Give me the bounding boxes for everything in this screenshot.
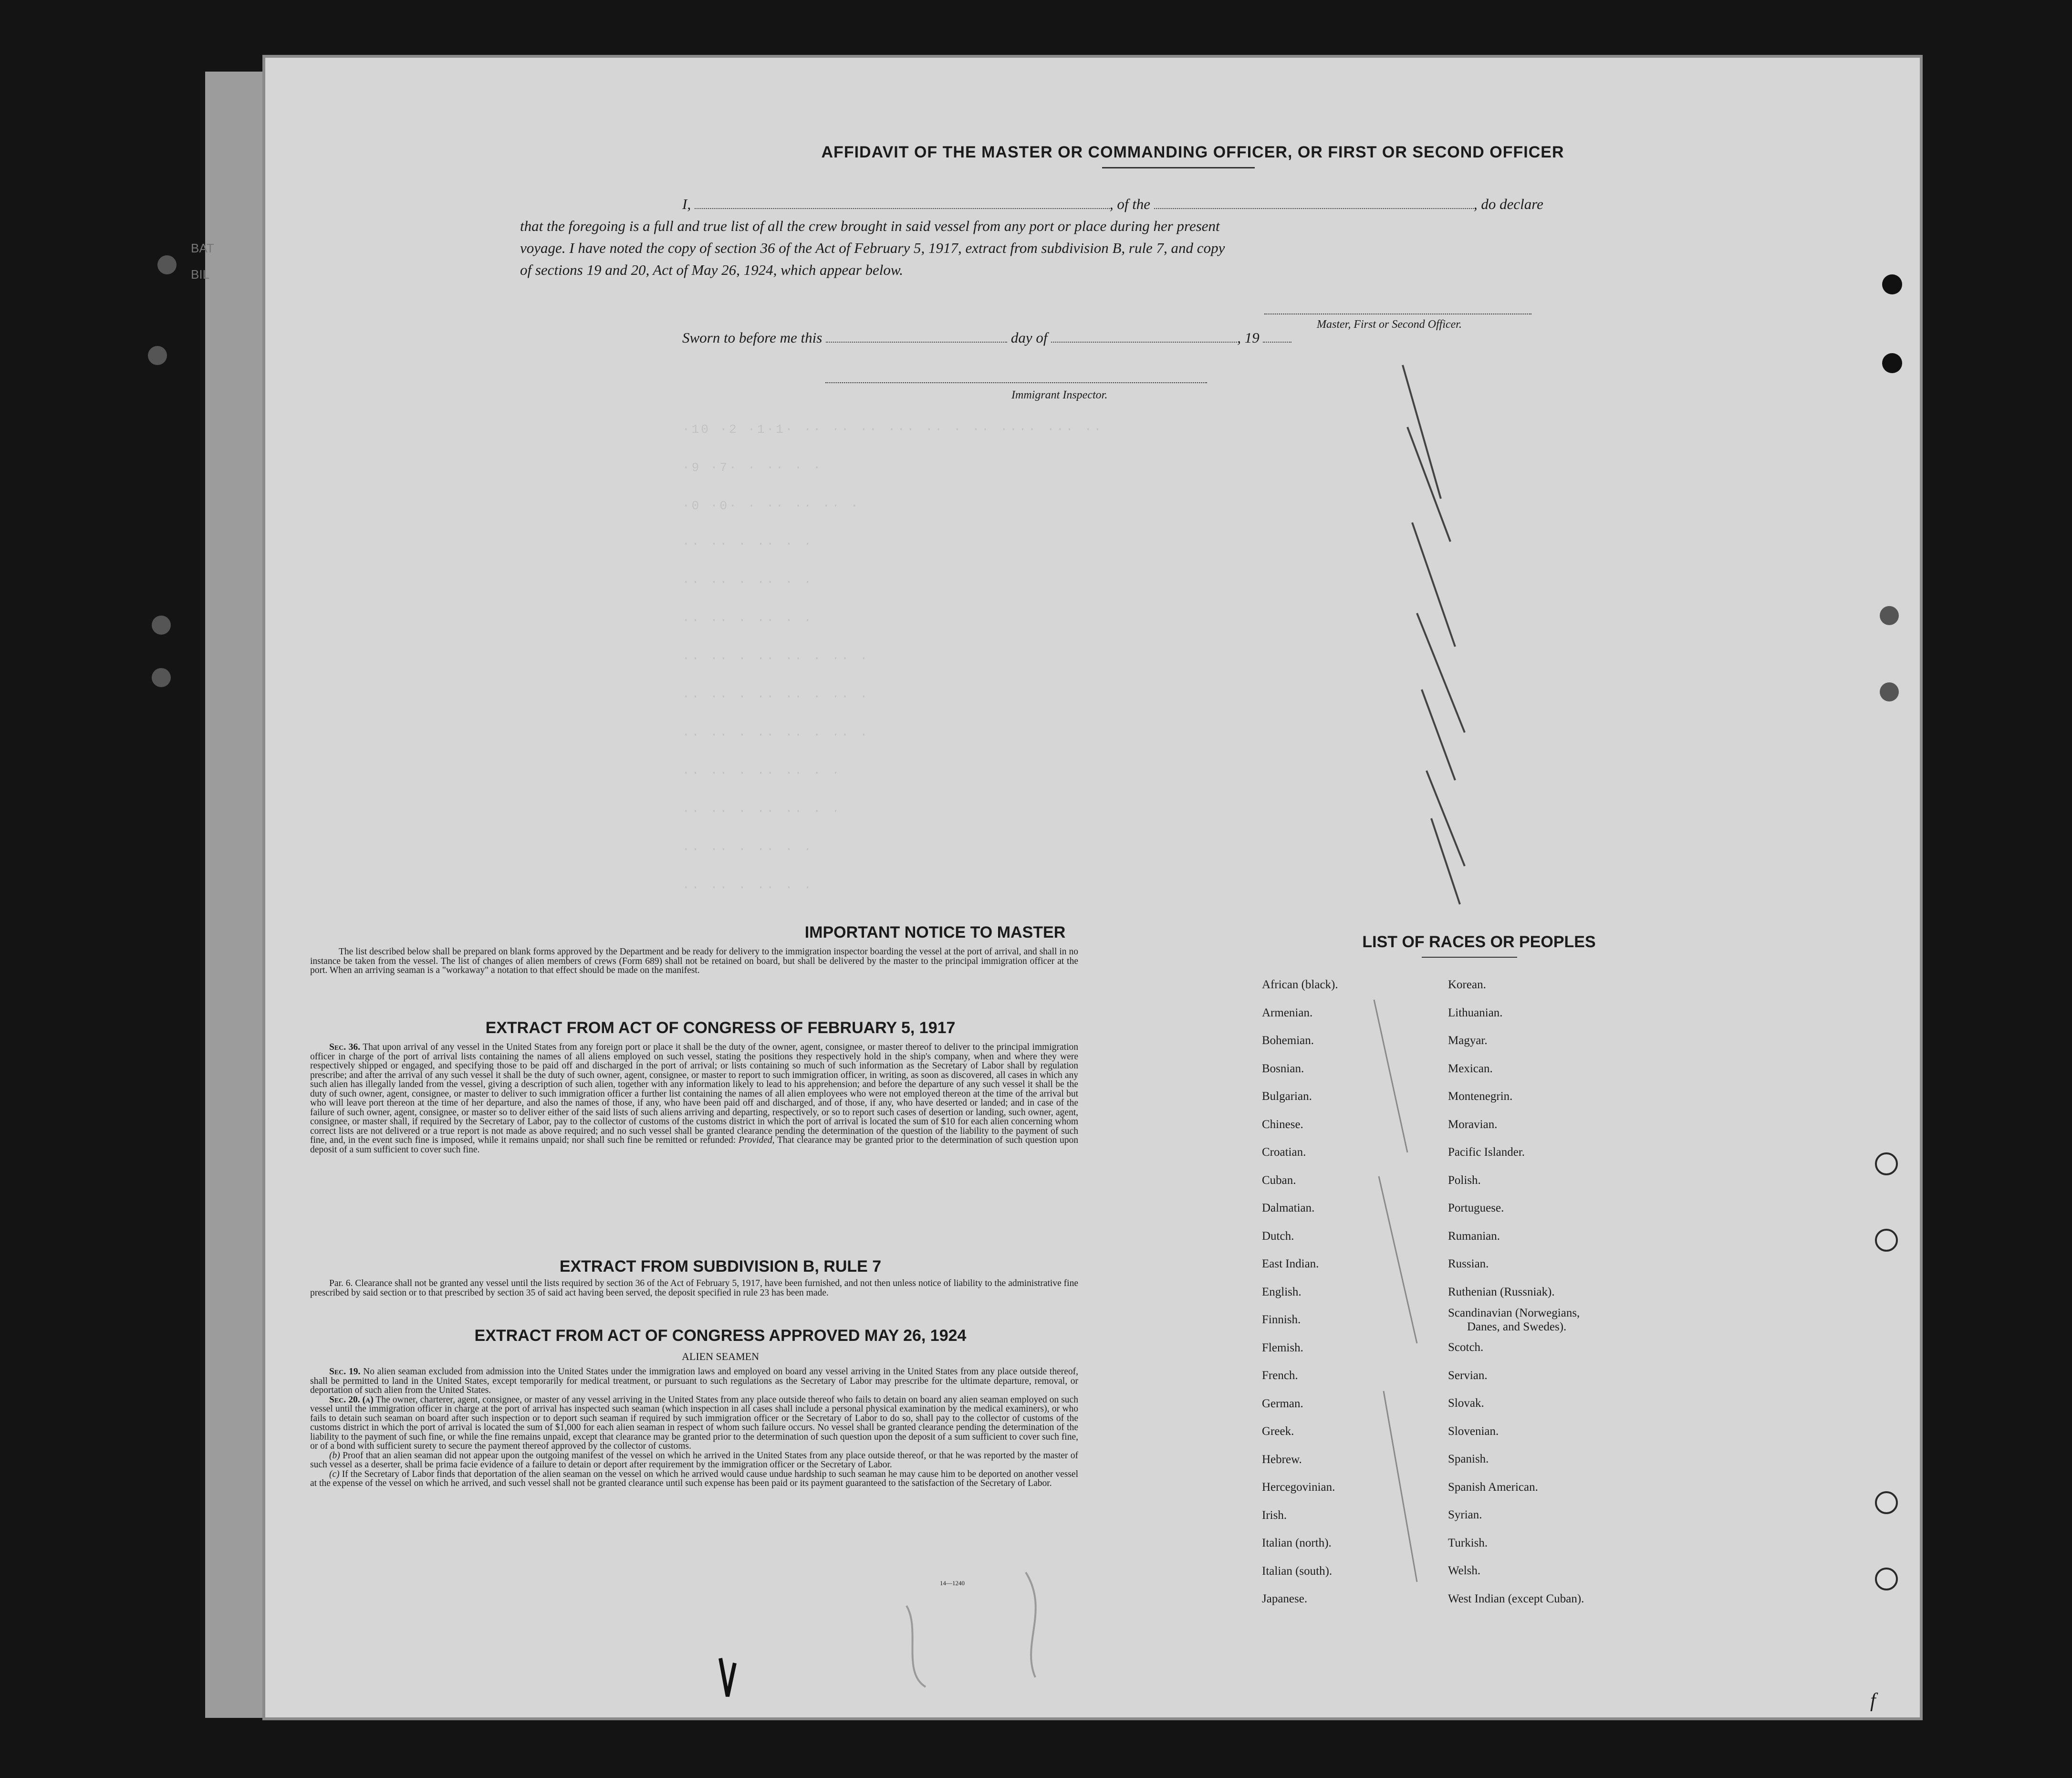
race-entry: Slovak.	[1448, 1397, 1484, 1410]
race-entry: Dutch.	[1262, 1229, 1294, 1243]
race-entry: Spanish American.	[1448, 1480, 1538, 1494]
ink-mark	[720, 1658, 735, 1696]
race-entry: Bohemian.	[1262, 1034, 1314, 1047]
sec-20a-body: The owner, charterer, agent, consignee, or master of any vessel arriving in the United States from any place outside thereof who fails to detain on board any alien seaman employed on such vessel until the immigration officer in charge at the port of arrival has inspected such seaman (which inspection in all cases shall include a personal physical examination by the medical examiners), or who fails to detain such seaman on board after such inspection or to deport such seaman if required by such immigration officer or the Secretary of Labor to do so, shall pay to the collector of customs of the customs district in which the port of arrival is located the sum of $1,000 for each alien seaman in respect of whom such failure occurs. No vessel shall be granted clearance pending the determination of the liability to the payment of such fine, or while the fine remains unpaid, except that clearance may be granted prior to the determination of such question upon the deposit of a sum sufficient to cover such fine, or of a bond with sufficient surety to secure the payment thereof approved by the collector of customs.	[310, 1394, 1078, 1451]
decl-line-3: voyage. I have noted the copy of section 36 of the Act of February 5, 1917, extract from subdivision B, rule 7, and copy	[520, 240, 1225, 256]
race-entry: Montenegrin.	[1448, 1090, 1513, 1103]
binding-hole	[157, 255, 177, 274]
manifest-back-page	[262, 55, 1923, 1720]
race-entry: Rumanian.	[1448, 1229, 1500, 1243]
pencil-marks	[1374, 1000, 1417, 1582]
race-entry: African (black).	[1262, 978, 1338, 991]
sec-36-body: That upon arrival of any vessel in the United States from any foreign port or place it shall be the duty of the owner, agent, consignee, or master thereof to deliver to the principal immigration officer in charge of the port of arrival lists containing the names of all aliens employed on such vessel, stating the positions they respectively hold in the ship's company, when and where they were respectively shipped or engaged, and specifying those to be paid off and discharged in the port of arrival; or lists containing so much of such information as the Secretary of Labor shall by regulation prescribe; and after the arrival of any such vessel it shall be the duty of such owner, agent, consignee, or master to report to such immigration officer, in writing, as soon as discovered, all cases in which any such alien has illegally landed from the vessel, giving a description of such alien, together with any information likely to lead to his apprehension; and before the departure of any such vessel it shall be the duty of such owner, agent, consignee, or master to deliver to such immigration officer a further list containing the names of all alien employees who were not employed thereon at the time of the arrival but who will leave port thereon at the time of her departure, and also the names of those, if any, who have been paid off and discharged, and of those, if any, who have deserted or landed; and in case of the failure of such owner, agent, consignee, or master so to deliver either of the said lists of such aliens arriving and departing, respectively, or so to report such cases of desertion or landing, such owner, agent, consignee, or master shall, if required by the Secretary of Labor, pay to the collector of customs of the customs district in which the port of arrival is located the sum of $10 for each alien concerning whom correct lists are not delivered or a true report is not made as above required; and no such vessel shall be granted clearance pending the determination of the question of the liability to the payment of such fine, and, in the event such fine is imposed, while it remains unpaid; nor shall such fine be remitted or refunded:	[310, 1042, 1078, 1145]
affidavit-title: AFFIDAVIT OF THE MASTER OR COMMANDING OFFICER, OR FIRST OR SECOND OFFICER	[821, 143, 1564, 161]
race-entry: Syrian.	[1448, 1508, 1482, 1521]
race-entry: Japanese.	[1262, 1592, 1308, 1605]
race-entry: German.	[1262, 1397, 1303, 1410]
edge-mark-top: BAT	[191, 241, 214, 255]
proviso-body: That clearance may be granted prior to the determination of such question upon deposit of a sum sufficient to cover such fine.	[310, 1135, 1079, 1155]
sec-20c-label: (c)	[329, 1469, 340, 1479]
race-entry: Dalmatian.	[1262, 1202, 1315, 1214]
race-entry: Armenian.	[1262, 1006, 1313, 1019]
race-entry: Bosnian.	[1262, 1062, 1304, 1075]
sec-20-label: Sec. 20. (a)	[329, 1394, 374, 1405]
bleed-through-area: ·10 ·2 ·1·1· ·· ·· ·· ··· ·· · ·· ···· ··· ·· ·9 ·7· · ·· · · ·0 ·0· · ·· ·· ·· · ·· ·· · ·· · · ·· ·· · ·· · · ·· ·· · ·· · · ·· ·· · ·· ·· · ·· · ·· ·· · ·· ·· · ·· · ·· ·· · ·· ·· · ·· · ·· ·· · ·· ·· · · ·· ·· · ·· ·· · · ·· ·· · ·· · · ·· ·· · ·· · ·	[682, 422, 1104, 895]
race-entry: Bulgarian.	[1262, 1090, 1312, 1103]
race-entry: West Indian (except Cuban).	[1448, 1592, 1584, 1605]
notice-title: IMPORTANT NOTICE TO MASTER	[804, 923, 1066, 941]
rule7-text: Par. 6. Clearance shall not be granted any vessel until the lists required by section 36 of the Act of February 5, 1917, have been furnished, and not then unless notice of liability to the administrative fine prescribed by said section or to that prescribed by section 35 of said act having been served, the deposit specified in rule 23 has been made.	[310, 1278, 1078, 1298]
race-entry: Chinese.	[1262, 1118, 1303, 1131]
race-entry: Flemish.	[1262, 1341, 1303, 1354]
race-entry: Danes, and Swedes).	[1467, 1320, 1567, 1333]
race-entry: East Indian.	[1262, 1257, 1319, 1270]
race-entry: Slovenian.	[1448, 1424, 1499, 1438]
binding-hole	[148, 346, 167, 365]
race-entry: English.	[1262, 1285, 1302, 1298]
pen-marks	[262, 55, 1923, 1720]
form-number: 14—1240	[940, 1579, 965, 1587]
race-entry: Scotch.	[1448, 1341, 1484, 1354]
race-entry: Hebrew.	[1262, 1453, 1302, 1466]
race-entry: Hercegovinian.	[1262, 1481, 1335, 1494]
race-entry: Cuban.	[1262, 1173, 1296, 1187]
sec-20c-body: If the Secretary of Labor finds that deportation of the alien seaman on the vessel on which he arrived would cause undue hardship to such seaman he may cause him to be deported on another vessel at the expense of the vessel on which he arrived, and such vessel shall not be granted clearance until such expense has been paid or its payment guaranteed to the satisfaction of the Secretary of Labor.	[310, 1469, 1079, 1488]
race-entry: Servian.	[1448, 1369, 1488, 1382]
race-entry: Greek.	[1262, 1425, 1294, 1438]
sec-20b-label: (b)	[329, 1450, 340, 1461]
decl-line-2: that the foregoing is a full and true list of all the crew brought in said vessel from any port or place during her present	[520, 218, 1220, 234]
check-marks	[1403, 365, 1465, 904]
race-entry: Italian (north).	[1262, 1537, 1332, 1549]
day-of-label: day of	[1010, 329, 1048, 346]
notice-text: The list described below shall be prepared on blank forms approved by the Department and be ready for delivery to the immigration inspector boarding the vessel at the port of arrival, and shall in no instance be taken from the vessel. The list of changes of alien members of crews (Form 689) shall not be retained on board, but shall be delivered by the master to the principal immigration officer at the port. When an arriving seaman is a "workaway" a notation to that effect should be made on the manifest.	[310, 947, 1078, 975]
year-label: , 19	[1237, 329, 1260, 346]
sec-36-label: Sec. 36.	[329, 1042, 361, 1052]
extract-1917-title: EXTRACT FROM ACT OF CONGRESS OF FEBRUARY 5, 1917	[485, 1019, 956, 1037]
race-entry: Spanish.	[1448, 1453, 1489, 1465]
sworn-label: Sworn to before me this	[682, 329, 823, 346]
race-entry: Mexican.	[1448, 1062, 1493, 1075]
decl-declare: , do declare	[1473, 196, 1543, 212]
race-entry: Scandinavian (Norwegians,	[1448, 1307, 1580, 1319]
inspector-label: Immigrant Inspector.	[1011, 389, 1108, 401]
edge-mark-bottom: BIL	[191, 267, 210, 282]
alien-seamen-subtitle: ALIEN SEAMEN	[682, 1350, 759, 1362]
decl-line-4: of sections 19 and 20, Act of May 26, 1924, which appear below.	[520, 261, 904, 278]
race-entry: Korean.	[1448, 978, 1486, 991]
race-entry: Polish.	[1448, 1173, 1481, 1187]
race-entry: Portuguese.	[1448, 1202, 1504, 1214]
binding-hole	[152, 668, 171, 687]
race-entry: Turkish.	[1448, 1536, 1488, 1549]
race-entry: Ruthenian (Russniak).	[1448, 1285, 1555, 1298]
race-entry: Italian (south).	[1262, 1564, 1333, 1578]
race-entry: Welsh.	[1448, 1564, 1481, 1577]
master-label: Master, First or Second Officer.	[1317, 318, 1462, 331]
race-entry: Russian.	[1448, 1257, 1489, 1270]
rule7-title: EXTRACT FROM SUBDIVISION B, RULE 7	[559, 1257, 882, 1276]
sec-19-label: Sec. 19.	[329, 1367, 361, 1377]
race-entry: Irish.	[1262, 1508, 1287, 1522]
decl-of: , of the	[1109, 196, 1151, 212]
race-entry: Moravian.	[1448, 1118, 1498, 1131]
decl-i: I,	[682, 196, 691, 212]
races-title: LIST OF RACES OR PEOPLES	[1362, 933, 1596, 951]
race-entry: Lithuanian.	[1448, 1006, 1503, 1019]
race-entry: Finnish.	[1262, 1313, 1301, 1326]
sec-19-body: No alien seaman excluded from admission into the United States under the immigration laws and employed on board any vessel arriving in the United States from any place outside thereof, shall be permitted to land in the United States, except temporarily for medical treatment, or pursuant to such regulations as the Secretary of Labor may prescribe for the ultimate departure, removal, or deportation of such alien from the United States.	[310, 1367, 1079, 1395]
binding-hole	[152, 616, 171, 635]
extract-1924-title: EXTRACT FROM ACT OF CONGRESS APPROVED MAY 26, 1924	[474, 1327, 967, 1345]
faint-signature	[906, 1572, 1036, 1687]
race-entry: Croatian.	[1262, 1146, 1306, 1159]
race-entry: French.	[1262, 1369, 1298, 1382]
proviso-label: Provided,	[738, 1135, 775, 1145]
race-entry: Magyar.	[1448, 1034, 1488, 1047]
race-entry: Pacific Islander.	[1448, 1146, 1525, 1159]
corner-mark: f	[1870, 1690, 1876, 1712]
sec-20b-body: Proof that an alien seaman did not appear upon the outgoing manifest of the vessel on which he arrived in the United States from any place outside thereof, or that he was reported by the master of such vessel as a deserter, shall be prima facie evidence of a failure to detain or deport after requirement by the immigration officer or the Secretary of Labor.	[310, 1450, 1079, 1470]
